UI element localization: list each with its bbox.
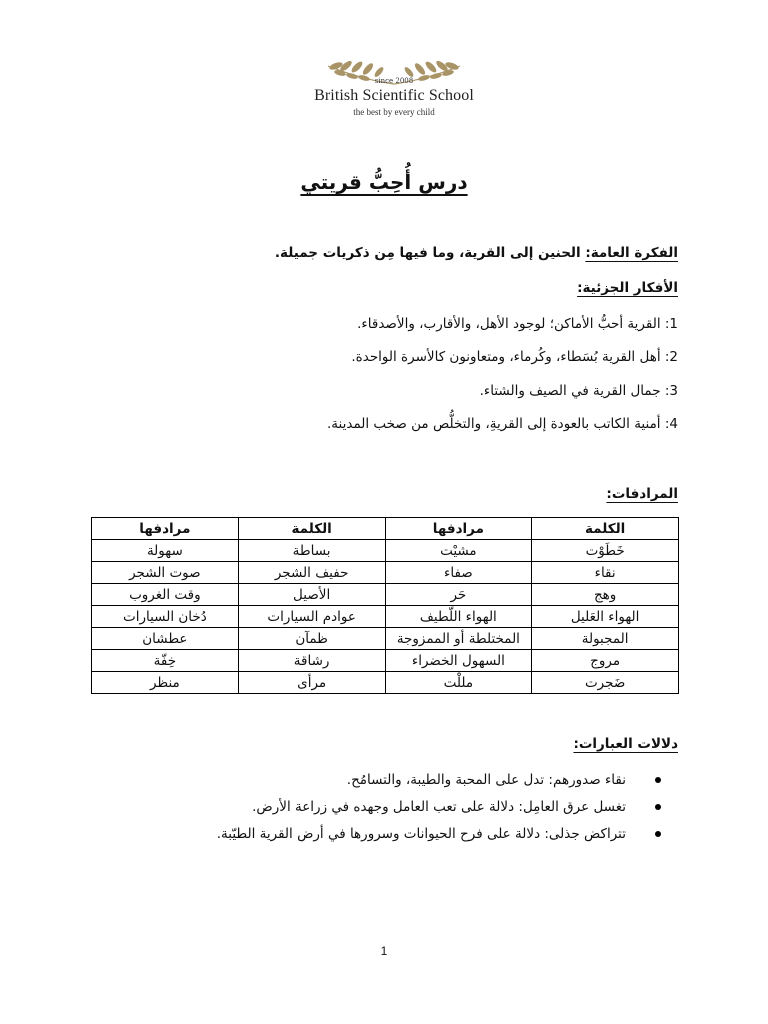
table-cell: المجبولة xyxy=(532,628,679,650)
logo-tagline: the best by every child xyxy=(353,107,435,117)
logo-since-text: since 2008 xyxy=(374,77,414,85)
table-cell: رشاقة xyxy=(238,650,385,672)
table-cell: نقاء xyxy=(532,562,679,584)
table-cell: مروج xyxy=(532,650,679,672)
table-cell: ظمآن xyxy=(238,628,385,650)
table-row xyxy=(92,562,679,584)
list-item xyxy=(98,770,658,797)
logo-school-name: British Scientific School xyxy=(314,87,474,104)
table-header-cell: مرادفها xyxy=(92,518,239,540)
table-row xyxy=(92,584,679,606)
list-item xyxy=(98,797,658,824)
table-cell: ضَجرت xyxy=(532,672,679,694)
main-idea xyxy=(78,245,678,261)
expression-text: تتراكض جذلى: دلالة على فرح الحيوانات وسرورها في أرض القرية الطيّبة. xyxy=(216,826,626,842)
sub-ideas-heading-text: الأفكار الجزئية: xyxy=(577,280,678,296)
expression-text: نقاء صدورهم: تدل على المحبة والطيبة، والتسامُح. xyxy=(346,772,626,788)
table-cell: سهولة xyxy=(92,540,239,562)
bullet-icon xyxy=(655,831,661,837)
table-cell: دُخان السيارات xyxy=(92,606,239,628)
sub-idea-item: 2: أهل القرية بُسَطاء، وكُرماء، ومتعاونون كالأسرة الواحدة. xyxy=(351,349,678,365)
table-cell: صفاء xyxy=(385,562,532,584)
sub-idea-item: 1: القرية أحبُّ الأماكن؛ لوجود الأهل، والأقارب، والأصدقاء. xyxy=(357,316,678,332)
list-item xyxy=(98,824,658,851)
main-idea-label: الفكرة العامة: xyxy=(585,245,678,261)
table-cell: السهول الخضراء xyxy=(385,650,532,672)
table-row xyxy=(92,606,679,628)
table-cell: مشيْت xyxy=(385,540,532,562)
synonyms-table xyxy=(91,517,679,694)
table-row xyxy=(92,672,679,694)
table-cell: الهواء العَليل xyxy=(532,606,679,628)
table-cell: خِفّة xyxy=(92,650,239,672)
lesson-title xyxy=(0,170,768,194)
table-cell: وقت الغروب xyxy=(92,584,239,606)
table-cell: المختلطة أو الممزوجة xyxy=(385,628,532,650)
bullet-icon xyxy=(655,777,661,783)
table-row xyxy=(92,628,679,650)
expression-text: تغسل عرق العامِل: دلالة على تعب العامل وجهده في زراعة الأرض. xyxy=(252,799,626,815)
table-cell: عطشان xyxy=(92,628,239,650)
synonyms-heading-text: المرادفات: xyxy=(606,486,678,502)
sub-ideas-heading xyxy=(78,280,678,296)
table-cell: مللْت xyxy=(385,672,532,694)
lesson-title-text: درس أُحِبُّ قريتي xyxy=(300,170,468,194)
bullet-icon xyxy=(655,804,661,810)
table-header-cell: الكلمة xyxy=(238,518,385,540)
main-idea-text: الحنين إلى القرية، وما فيها مِن ذكريات جميلة. xyxy=(274,245,581,261)
expressions-heading-text: دلالات العبارات: xyxy=(573,736,678,752)
sub-idea-item: 3: جمال القرية في الصيف والشتاء. xyxy=(479,383,678,399)
table-cell: عوادم السيارات xyxy=(238,606,385,628)
expressions-list xyxy=(98,770,658,851)
table-cell: الأصيل xyxy=(238,584,385,606)
table-cell: حَر xyxy=(385,584,532,606)
table-header-cell: مرادفها xyxy=(385,518,532,540)
school-logo xyxy=(296,58,492,122)
table-cell: مرأى xyxy=(238,672,385,694)
table-cell: خَطَوْت xyxy=(532,540,679,562)
table-row xyxy=(92,650,679,672)
sub-idea-item: 4: أمنية الكاتب بالعودة إلى القريةِ، والتخلُّص من صخب المدينة. xyxy=(327,416,678,432)
table-header-cell: الكلمة xyxy=(532,518,679,540)
table-cell: منظر xyxy=(92,672,239,694)
table-cell: وهج xyxy=(532,584,679,606)
expressions-heading xyxy=(78,736,678,752)
table-cell: صوت الشجر xyxy=(92,562,239,584)
table-cell: حفيف الشجر xyxy=(238,562,385,584)
synonyms-heading xyxy=(78,486,678,502)
table-cell: بساطة xyxy=(238,540,385,562)
table-row xyxy=(92,540,679,562)
table-header-row xyxy=(92,518,679,540)
table-cell: الهواء اللّطيف xyxy=(385,606,532,628)
page-number: 1 xyxy=(380,944,388,958)
